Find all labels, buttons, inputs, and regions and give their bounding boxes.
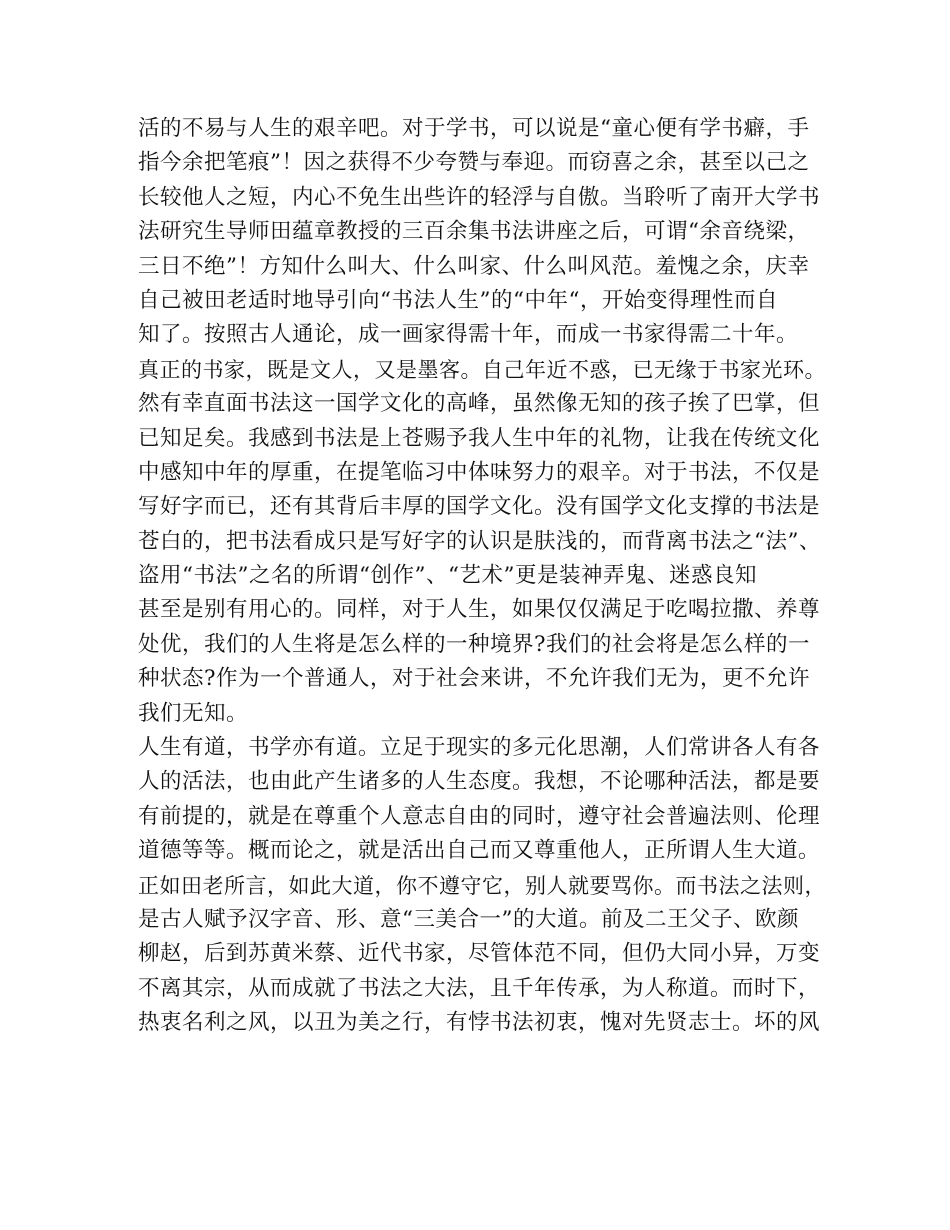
text-line: 盗用“书法”之名的所谓“创作”、“艺术”更是装神弄鬼、迷惑良知 <box>138 563 757 589</box>
text-line: 种状态?作为一个普通人，对于社会来讲，不允许我们无为，更不允许 <box>138 666 811 692</box>
text-line: 热衷名利之风，以丑为美之行，有悖书法初衷，愧对先贤志士。坏的风 <box>138 1010 821 1036</box>
text-line: 指今余把笔痕”！因之获得不少夸赞与奉迎。而窃喜之余，甚至以己之 <box>138 150 810 176</box>
text-line: 有前提的，就是在尊重个人意志自由的同时，遵守社会普遍法则、伦理 <box>138 803 821 829</box>
text-line: 活的不易与人生的艰辛吧。对于学书，可以说是“童心便有学书癖，手 <box>138 116 810 141</box>
body-text <box>138 112 828 1041</box>
text-line: 处优，我们的人生将是怎么样的一种境界?我们的社会将是怎么样的一 <box>138 631 811 657</box>
text-line: 甚至是别有用心的。同样，对于人生，如果仅仅满足于吃喝拉撒、养尊 <box>138 597 821 623</box>
text-line: 不离其宗，从而成就了书法之大法，且千年传承，为人称道。而时下， <box>138 975 821 1001</box>
text-line: 自己被田老适时地导引向“书法人生”的“中年“，开始变得理性而自 <box>138 287 778 313</box>
text-line: 是古人赋予汉字音、形、意“三美合一”的大道。前及二王父子、欧颜 <box>138 906 799 932</box>
text-line: 然有幸直面书法这一国学文化的高峰，虽然像无知的孩子挨了巴掌，但 <box>138 391 821 417</box>
text-line: 写好字而已，还有其背后丰厚的国学文化。没有国学文化支撑的书法是 <box>138 494 821 520</box>
text-line: 三日不绝”！方知什么叫大、什么叫家、什么叫风范。羞愧之余，庆幸 <box>138 253 810 279</box>
text-line: 人的活法，也由此产生诸多的人生态度。我想，不论哪种活法，都是要 <box>138 769 821 795</box>
text-line: 苍白的，把书法看成只是写好字的认识是肤浅的，而背离书法之“法”、 <box>138 528 821 554</box>
text-line: 知了。按照古人通论，成一画家得需十年，而成一书家得需二十年。 <box>138 322 799 348</box>
text-line: 已知足矣。我感到书法是上苍赐予我人生中年的礼物，让我在传统文化 <box>138 425 821 451</box>
text-line: 正如田老所言，如此大道，你不遵守它，别人就要骂你。而书法之法则， <box>138 873 826 898</box>
text-line: 真正的书家，既是文人，又是墨客。自己年近不惑，已无缘于书家光环。 <box>138 357 826 382</box>
text-line: 长较他人之短，内心不免生出些许的轻浮与自傲。当聆听了南开大学书 <box>138 184 821 210</box>
text-line: 我们无知。 <box>138 700 249 726</box>
text-line: 中感知中年的厚重，在提笔临习中体味努力的艰辛。对于书法，不仅是 <box>138 459 821 485</box>
text-line: 人生有道，书学亦有道。立足于现实的多元化思潮，人们常讲各人有各 <box>138 735 821 761</box>
text-line: 柳赵，后到苏黄米蔡、近代书家，尽管体范不同，但仍大同小异，万变 <box>138 941 821 967</box>
text-line: 法研究生导师田蕴章教授的三百余集书法讲座之后，可谓“余音绕梁， <box>138 219 810 245</box>
text-line: 道德等等。概而论之，就是活出自己而又尊重他人，正所谓人生大道。 <box>138 838 821 864</box>
